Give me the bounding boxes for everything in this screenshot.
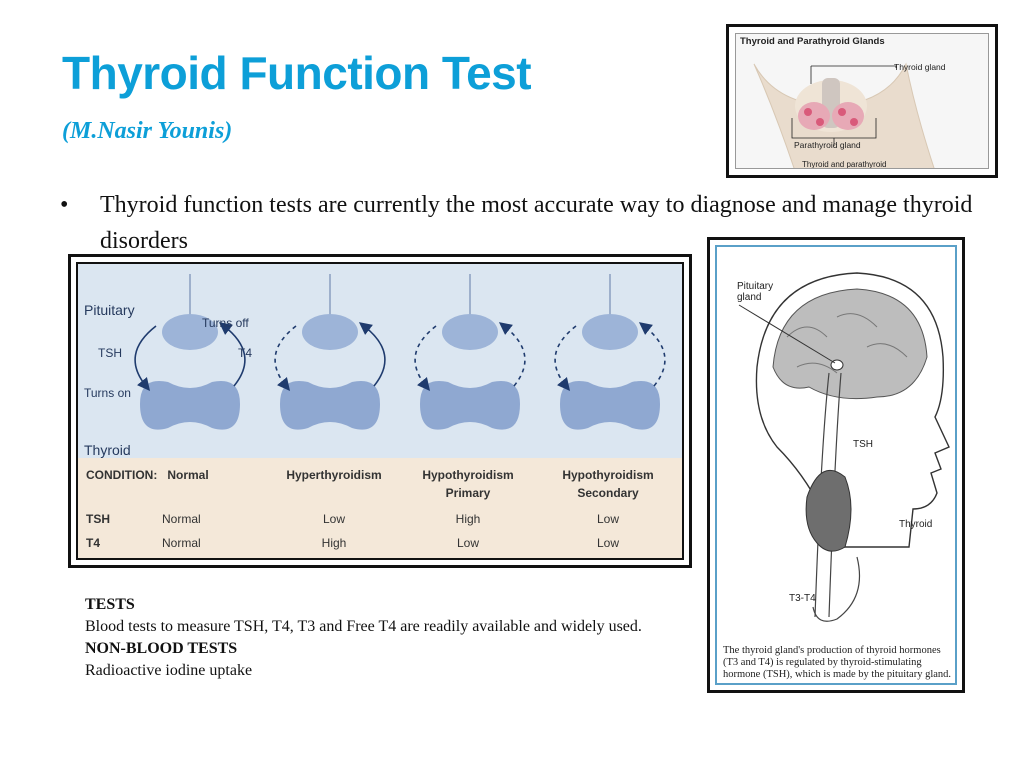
condition-col-hypo-secondary-line1: Hypothyroidism xyxy=(562,468,654,482)
t4-arrow xyxy=(504,326,525,386)
condition-col-hyper-line1: Hyperthyroidism xyxy=(286,468,382,482)
condition-col-hypo-primary-line2: Primary xyxy=(445,486,491,500)
neck-illustration xyxy=(736,34,989,169)
brain-thyroid-figure xyxy=(707,237,965,693)
condition-table xyxy=(78,458,682,558)
condition-col-hypo-secondary-line2: Secondary xyxy=(577,486,639,500)
label-pituitary: Pituitary xyxy=(84,302,135,318)
cell-tsh-normal: Normal xyxy=(162,512,201,526)
condition-col-hypo-primary-line1: Hypothyroidism xyxy=(422,468,514,482)
cell-t4-hypo-primary: Low xyxy=(456,536,479,550)
condition-col-hypothyroidism-primary xyxy=(408,468,528,500)
thyroid-gland xyxy=(420,381,520,430)
label-tsh: TSH xyxy=(98,346,122,360)
tsh-arrow xyxy=(415,326,436,386)
condition-col-hyperthyroidism xyxy=(274,468,394,482)
tsh-arrow xyxy=(275,326,296,386)
tests-section xyxy=(85,594,685,682)
brain-label-pituitary xyxy=(737,281,773,303)
tsh-arrow xyxy=(555,326,576,386)
tsh-arrow xyxy=(135,326,156,386)
brain-label-thyroid: Thyroid xyxy=(899,519,933,530)
label-t4: T4 xyxy=(238,346,253,360)
gland-label-thyroid: Thyroid gland xyxy=(894,62,946,72)
cell-tsh-hypo-secondary: Low xyxy=(596,512,619,526)
condition-col-normal-line1: Normal xyxy=(167,468,209,482)
slide-title: Thyroid Function Test xyxy=(62,47,532,99)
condition-col-hypothyroidism-secondary xyxy=(548,468,668,500)
t4-arrow xyxy=(644,326,665,386)
head-illustration xyxy=(717,247,957,643)
brain-figure-caption: The thyroid gland's production of thyroid hormones (T3 and T4) is regulated by thyroid-stimulating hormone (TSH), which is made by the pituitary gland. xyxy=(723,645,952,680)
slide-subtitle: (M.Nasir Younis) xyxy=(62,118,233,144)
t4-arrow xyxy=(364,326,385,386)
cell-t4-hypo-secondary: Low xyxy=(596,536,619,550)
brain-label-t3t4: T3-T4 xyxy=(789,593,816,604)
gland-image-inner xyxy=(735,33,989,169)
tests-heading: TESTS xyxy=(85,596,135,613)
gland-image-caption: Thyroid and parathyroid xyxy=(802,160,887,169)
bullet-text: Thyroid function tests are currently the most accurate way to diagnose and manage thyroid disorders xyxy=(100,192,973,254)
condition-col-normal xyxy=(138,468,238,482)
feedback-illustration xyxy=(78,264,688,464)
label-thyroid: Thyroid xyxy=(84,442,131,458)
row-label-t4: T4 xyxy=(86,536,101,550)
label-turns-off: Turns off xyxy=(202,316,249,330)
brain-figure-inner xyxy=(715,245,957,685)
cell-t4-normal: Normal xyxy=(162,536,201,550)
thyroid-gland xyxy=(280,381,380,430)
gland-image-header: Thyroid and Parathyroid Glands xyxy=(740,36,885,47)
brain-label-pituitary-line2: gland xyxy=(737,292,762,303)
diagram-panel xyxy=(76,262,684,560)
pituitary-gland xyxy=(582,314,638,350)
tests-description: Blood tests to measure TSH, T4, T3 and Free T4 are readily available and widely used. xyxy=(85,618,642,635)
pituitary-gland xyxy=(442,314,498,350)
gland-label-parathyroid: Parathyroid gland xyxy=(794,140,861,150)
thyroid-gland xyxy=(560,381,660,430)
bullet-marker: • xyxy=(60,192,69,218)
brain-label-tsh: TSH xyxy=(853,439,873,450)
thyroid-gland xyxy=(140,381,240,430)
thyroid-condition-diagram xyxy=(68,254,692,568)
brain-label-pituitary-line1: Pituitary xyxy=(737,281,774,292)
non-blood-tests-heading: NON-BLOOD TESTS xyxy=(85,640,238,657)
pituitary-gland xyxy=(302,314,358,350)
cell-t4-hyper: High xyxy=(321,536,347,550)
row-label-tsh: TSH xyxy=(86,512,110,526)
cell-tsh-hypo-primary: High xyxy=(455,512,481,526)
cell-tsh-hyper: Low xyxy=(322,512,345,526)
label-turns-on: Turns on xyxy=(84,386,131,400)
condition-header-label: CONDITION: xyxy=(86,468,158,482)
non-blood-tests-description: Radioactive iodine uptake xyxy=(85,662,253,679)
gland-image xyxy=(726,24,998,178)
